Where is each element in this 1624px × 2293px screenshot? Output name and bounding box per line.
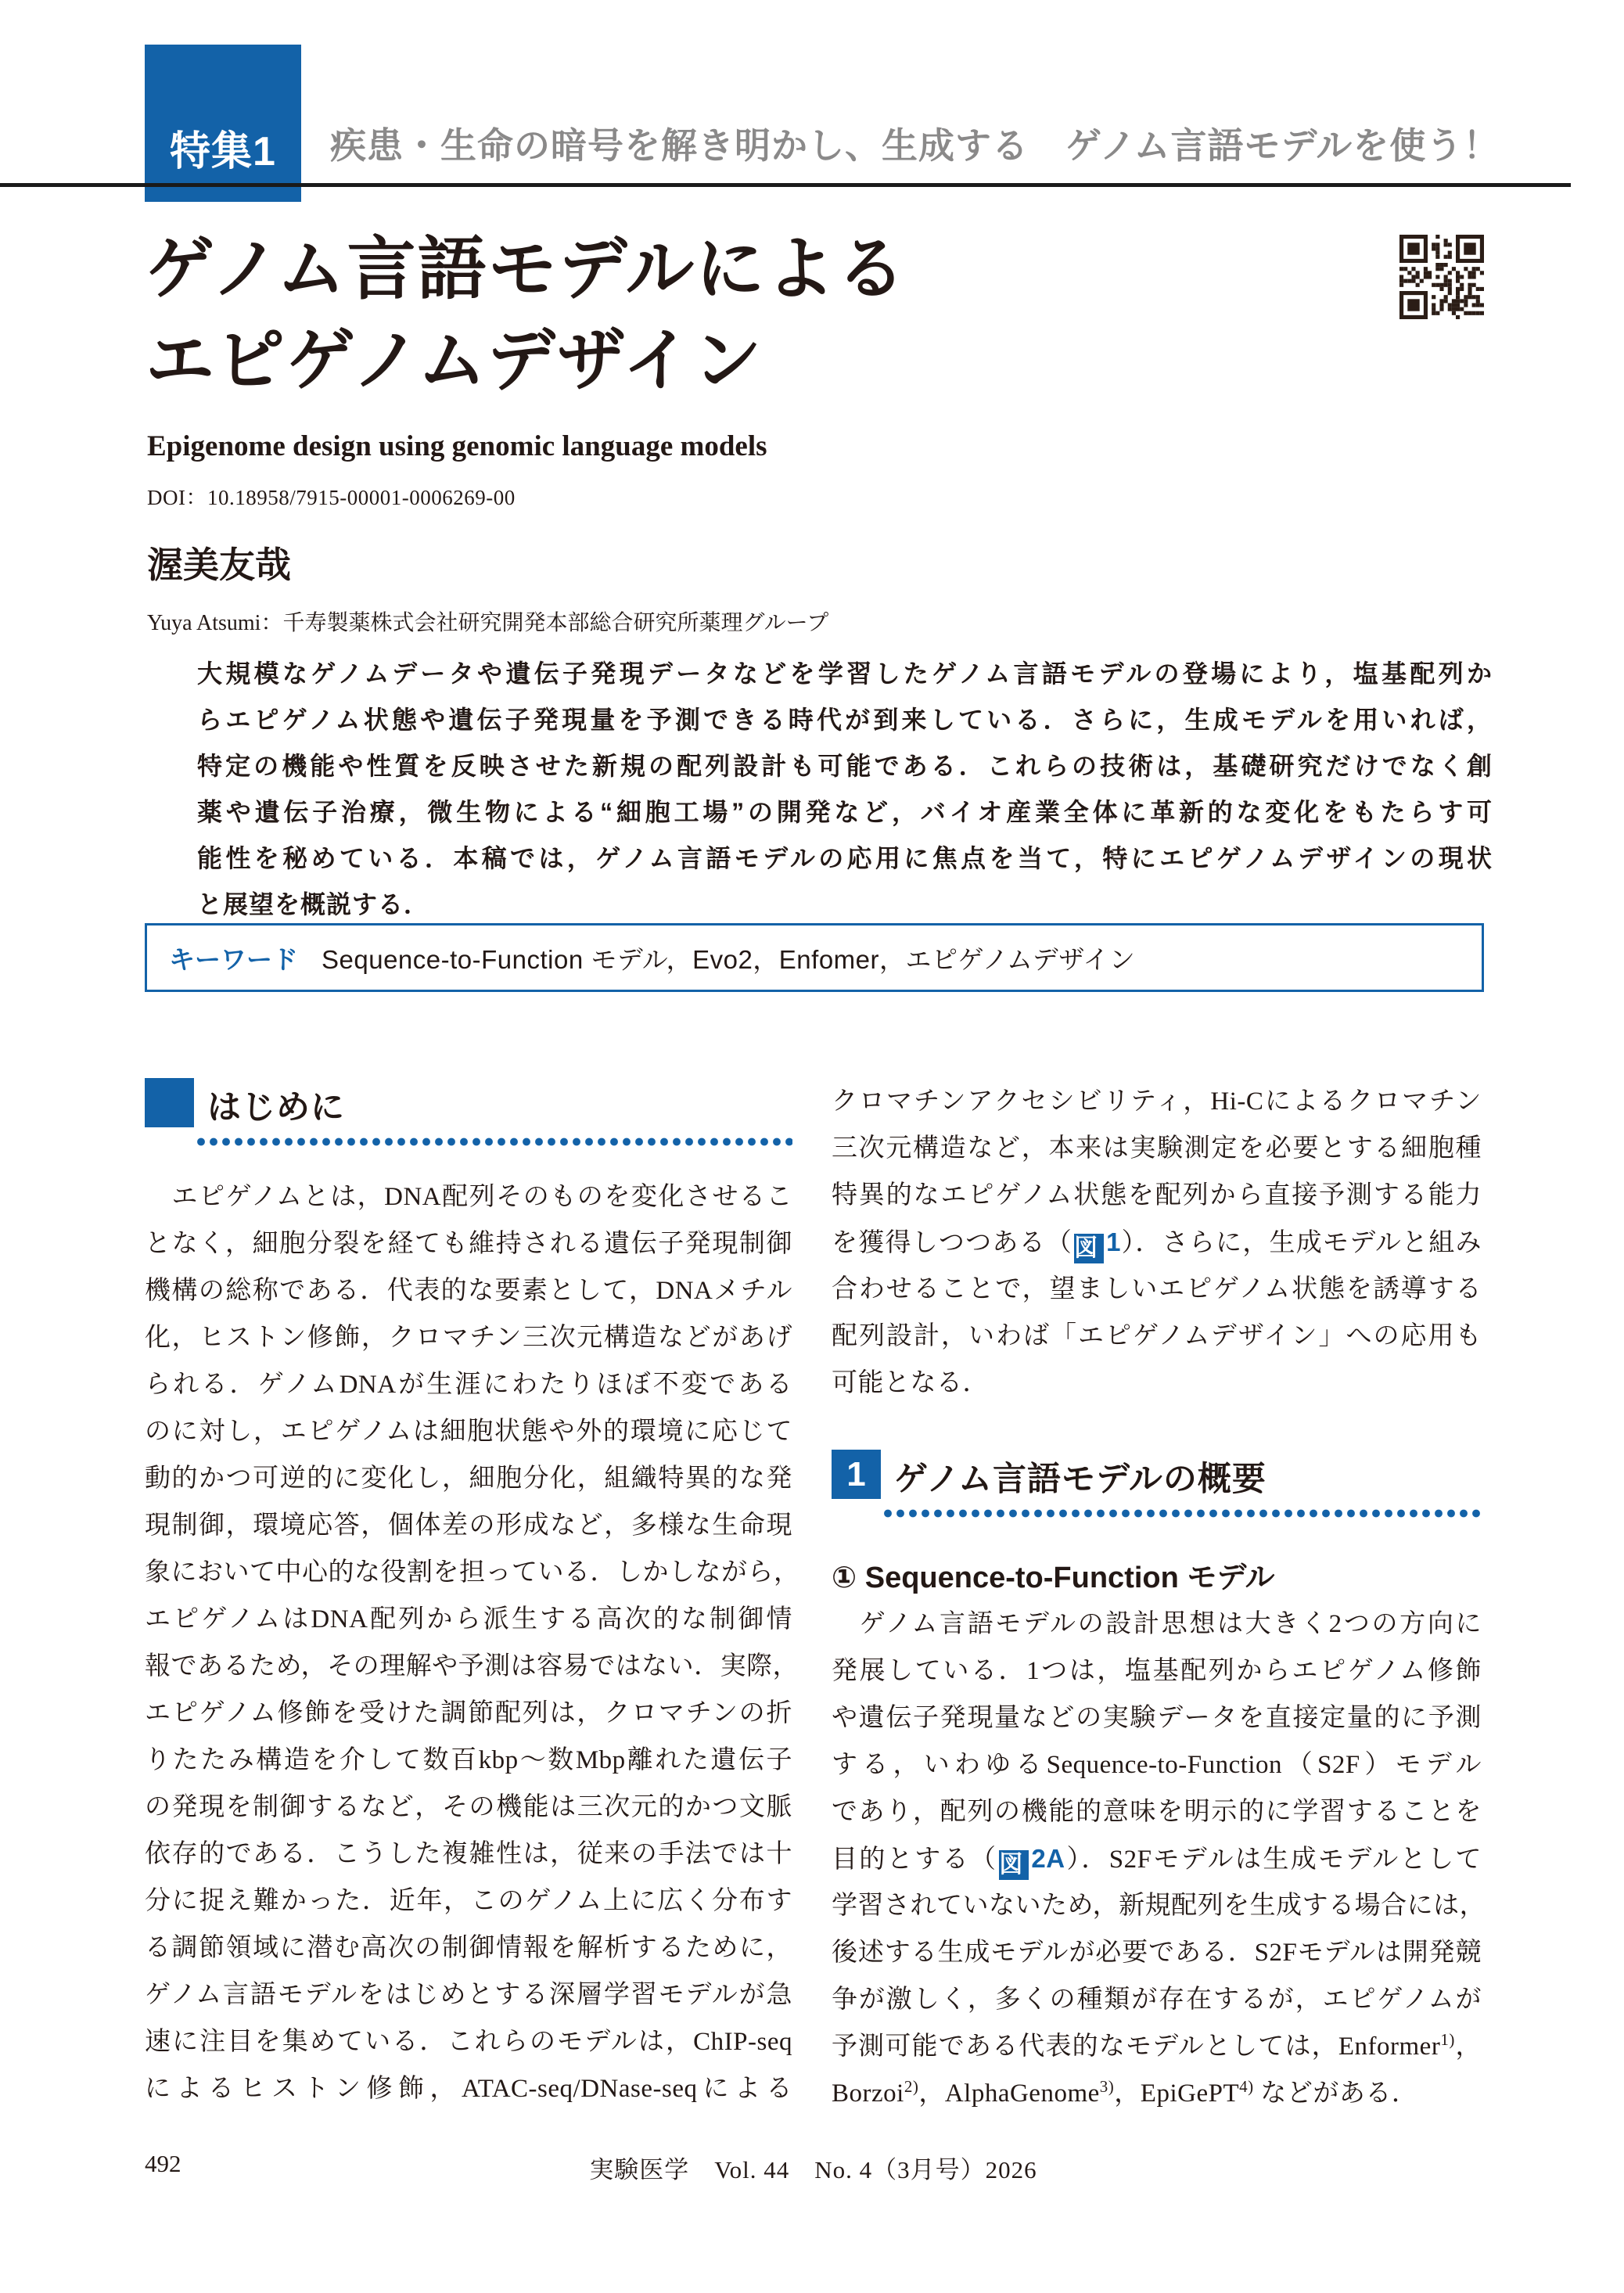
text-line: 象において中心的な役割を担っている．しかしながら， (145, 1558, 800, 1587)
text-line: と展望を概説する． (197, 890, 430, 918)
section-marker-square (145, 1078, 194, 1127)
text-line: ゲノム言語モデルの設計思想は大きく2つの方向に (832, 1610, 1482, 1638)
text-line: であり，配列の機能的意味を明示的に学習することを (832, 1798, 1482, 1826)
text-line: となく，細胞分裂を経ても維持される遺伝子発現制御 (145, 1230, 792, 1258)
text-line: 特異的なエピゲノム状態を配列から直接予測する能力 (832, 1181, 1482, 1209)
section-title: はじめに (207, 1089, 345, 1127)
text-line: 化，ヒストン修飾，クロマチン三次元構造などがあげ (145, 1324, 792, 1352)
text-line: や遺伝子発現量などの実験データを直接定量的に予測 (832, 1704, 1482, 1732)
text-line: ゲノム言語モデルをはじめとする深層学習モデルが急 (145, 1981, 792, 2009)
feature-series-badge (145, 45, 301, 202)
subsection-heading: ① Sequence-to-Function モデル (832, 1562, 1275, 1594)
text-line: エピゲノムはDNA配列から派生する高次的な制御情 (145, 1605, 792, 1633)
figure-ref-number: 1 (1106, 1227, 1121, 1256)
text-line: 可能となる． (832, 1369, 989, 1397)
text-line: の発現を制御するなど，その機能は三次元的かつ文脈 (145, 1793, 792, 1821)
figure-reference (1072, 1227, 1121, 1261)
author-affiliation: Yuya Atsumi：千寿製薬株式会社研究開発本部総合研究所薬理グループ (147, 611, 829, 635)
text-line: のに対し，エピゲノムは細胞状態や外的環境に応じて (145, 1418, 792, 1446)
footer-journal-info: 実験医学 Vol. 44 No. 4（3月号）2026 (589, 2156, 1037, 2183)
text-line: 配列設計，いわば「エピゲノムデザイン」への応用も (832, 1322, 1482, 1350)
article-title-line1: ゲノム言語モデルによる (146, 230, 907, 307)
text-line: 特定の機能や性質を反映させた新規の配列設計も可能である．これらの技術は，基礎研究だけでなく創 (197, 752, 1493, 780)
text-line: 機構の総称である．代表的な要素として，DNAメチル (145, 1277, 792, 1305)
text-line: 大規模なゲノムデータや遺伝子発現データなどを学習したゲノム言語モデルの登場により，塩基配列か (197, 660, 1493, 688)
text-line: 分に捉え難かった．近年，このゲノム上に広く分布す (145, 1887, 792, 1915)
text-line: 目的とする（図 2A）．S2Fモデルは生成モデルとして (832, 1835, 1482, 1882)
text-line: 予測可能である代表的なモデルとしては，Enformer$^{1)}$， (832, 2030, 1482, 2061)
text-line: 学習されていないため，新規配列を生成する場合には， (832, 1892, 1486, 1920)
text-line: 争が激しく，多くの種類が存在するが，エピゲノムが (832, 1986, 1482, 2014)
footer-page-number: 492 (145, 2150, 181, 2177)
text-line: する，いわゆるSequence-to-Function（S2F）モデル (832, 1751, 1482, 1779)
series-title: 疾患・生命の暗号を解き明かし、生成する ゲノム言語モデルを使う！ (330, 125, 1500, 166)
header-divider-rule (0, 183, 1571, 187)
feature-series-badge-label: 特集1 (170, 129, 276, 174)
qr-code (1399, 235, 1484, 319)
author-name: 渥美友哉 (147, 544, 291, 585)
text-line: Borzoi$^{2)}$，AlphaGenome$^{3)}$，EpiGePT$^{4)}$ などがある． (832, 2077, 1418, 2108)
text-line: を獲得しつつある（図 1）．さらに，生成モデルと組み (832, 1219, 1482, 1266)
body-column-right (832, 1601, 1486, 2117)
text-line: クロマチンアクセシビリティ，Hi-Cによるクロマチン (832, 1087, 1482, 1116)
figure-ref-icon: 図 (1074, 1234, 1104, 1263)
text-line: らエピゲノム状態や遺伝子発現量を予測できる時代が到来している．さらに，生成モデルを用いれば， (197, 706, 1493, 734)
text-line: 報であるため，その理解や予測は容易ではない．実際， (145, 1652, 799, 1680)
text-line: 能性を秘めている．本稿では，ゲノム言語モデルの応用に焦点を当て，特にエピゲノムデザインの現状 (197, 844, 1493, 872)
text-line: 薬や遺伝子治療，微生物による“細胞工場”の開発など，バイオ産業全体に革新的な変化をもたらす可 (197, 798, 1493, 826)
keywords-text: Sequence-to-Function モデル，Evo2，Enfomer，エピゲノムデザイン (322, 944, 1136, 974)
text-line: 速に注目を集めている．これらのモデルは，ChIP-seq (145, 2028, 792, 2056)
keywords-box (145, 923, 1484, 992)
section-title: ゲノム言語モデルの概要 (894, 1461, 1267, 1498)
text-line: エピゲノムとは，DNA配列そのものを変化させるこ (145, 1183, 792, 1211)
figure-ref-number: 2A (1031, 1844, 1065, 1873)
text-line: 依存的である．こうした複雑性は，従来の手法では十 (145, 1840, 792, 1868)
reference-superscript: 2) (904, 2077, 919, 2096)
text-line: 合わせることで，望ましいエピゲノム状態を誘導する (832, 1275, 1482, 1303)
text-line: りたたみ構造を介して数百kbp～数Mbp離れた遺伝子 (145, 1746, 792, 1774)
reference-superscript: 1) (1440, 2030, 1455, 2049)
article-subtitle-english: Epigenome design using genomic language models (147, 430, 767, 462)
abstract (197, 651, 1493, 928)
dotted-rule (882, 1509, 1482, 1518)
article-title (146, 223, 907, 406)
reference-superscript: 3) (1099, 2077, 1115, 2096)
section-heading-introduction (145, 1078, 792, 1156)
text-line: られる．ゲノムDNAが生涯にわたりほぼ不変である (145, 1371, 792, 1399)
figure-ref-icon: 図 (999, 1850, 1029, 1880)
text-line: 三次元構造など，本来は実験測定を必要とする細胞種 (832, 1134, 1482, 1163)
text-line: 現制御，環境応答，個体差の形成など，多様な生命現 (145, 1511, 793, 1540)
text-line: る調節領域に潜む高次の制御情報を解析するために， (145, 1934, 792, 1962)
text-line: 動的かつ可逆的に変化し，細胞分化，組織特異的な発 (145, 1465, 792, 1493)
figure-reference (997, 1844, 1065, 1878)
dotted-rule (195, 1138, 792, 1146)
text-line: 発展している．1つは，塩基配列からエピゲノム修飾 (832, 1657, 1482, 1685)
text-line: 後述する生成モデルが必要である．S2Fモデルは開発競 (832, 1939, 1482, 1967)
reference-superscript: 4) (1239, 2077, 1254, 2096)
keywords-label: キーワード (169, 944, 298, 974)
article-title-line2: エピゲノムデザイン (146, 322, 763, 399)
section-heading-1 (832, 1450, 1482, 1528)
text-line: によるヒストン修飾，ATAC-seq/DNase-seqによる (145, 2075, 792, 2103)
text-line: エピゲノム修飾を受けた調節配列は，クロマチンの折 (145, 1699, 792, 1727)
body-column-right-continuation (832, 1078, 1482, 1407)
doi-text: DOI：10.18958/7915-00001-0006269-00 (147, 486, 516, 509)
body-column-left (145, 1173, 800, 2112)
section-number-square: 1 (832, 1450, 881, 1499)
